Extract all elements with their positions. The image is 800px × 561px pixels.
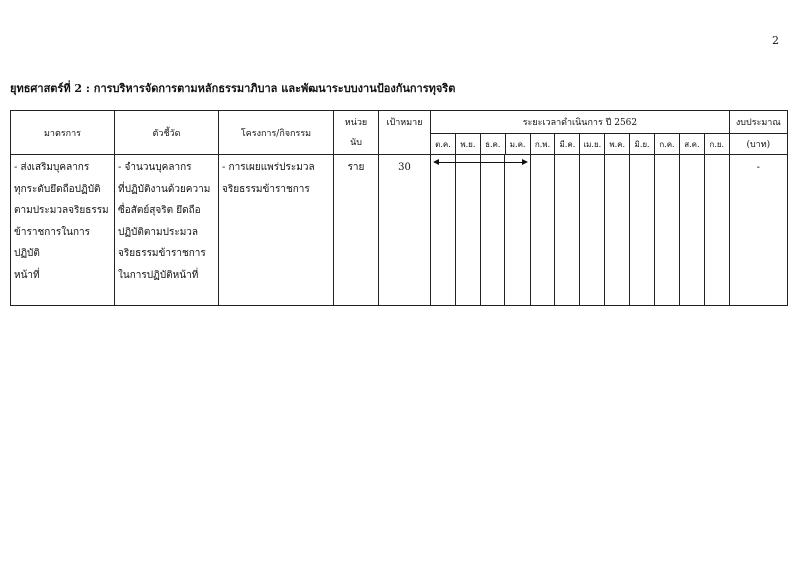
strategy-title: ยุทธศาสตร์ที่ 2 : การบริหารจัดการตามหลักธรรมาภิบาล และพัฒนาระบบงานป้องกันการทุจริต: [10, 82, 456, 95]
month-cell: [530, 155, 555, 306]
page-number: 2: [772, 34, 779, 47]
arrow-right-icon: [522, 159, 528, 165]
action-plan-table: [10, 110, 788, 306]
month-cell: [679, 155, 704, 306]
month-cell: [630, 155, 655, 306]
month-nov: พ.ย.: [455, 134, 480, 155]
header-budget: งบประมาณ: [729, 111, 787, 134]
month-feb: ก.พ.: [530, 134, 555, 155]
header-period: ระยะเวลาดำเนินการ ปี 2562: [431, 111, 730, 134]
header-budget-unit: (บาท): [729, 134, 787, 155]
measure-cell: - ส่งเสริมบุคลากร ทุกระดับยึดถือปฏิบัติ ตามประมวลจริยธรรม ข้าราชการในการปฏิบัติ หน้าที่: [14, 162, 109, 281]
month-jan: ม.ค.: [505, 134, 530, 155]
month-aug: ส.ค.: [679, 134, 704, 155]
month-cell: [555, 155, 580, 306]
project-cell: - การเผยแพร่ประมวล จริยธรรมข้าราชการ: [222, 162, 315, 195]
table-row: [11, 155, 788, 306]
header-target: เป้าหมาย: [379, 111, 431, 155]
month-mar: มี.ค.: [555, 134, 580, 155]
header-measures: มาตรการ: [11, 111, 115, 155]
header-indicator: ตัวชี้วัด: [115, 111, 219, 155]
month-oct: ต.ค.: [431, 134, 456, 155]
month-dec: ธ.ค.: [480, 134, 505, 155]
timeline-cell: [431, 155, 531, 306]
header-project: โครงการ/กิจกรรม: [219, 111, 334, 155]
month-cell: [655, 155, 680, 306]
target-cell: 30: [398, 162, 411, 173]
month-jul: ก.ค.: [655, 134, 680, 155]
month-cell: [580, 155, 605, 306]
unit-cell: ราย: [347, 162, 365, 173]
month-apr: เม.ย.: [580, 134, 605, 155]
arrow-left-icon: [433, 159, 439, 165]
month-may: พ.ค.: [605, 134, 630, 155]
timeline-arrow: [435, 162, 526, 163]
month-sep: ก.ย.: [704, 134, 729, 155]
month-cell: [704, 155, 729, 306]
indicator-cell: - จำนวนบุคลากร ที่ปฏิบัติงานด้วยความ ซื่อสัตย์สุจริต ยึดถือ ปฏิบัติตามประมวล จริยธรรมข้าราชการ ในการปฏิบัติหน้าที่: [118, 162, 211, 281]
month-jun: มิ.ย.: [630, 134, 655, 155]
budget-cell: -: [756, 162, 760, 173]
month-cell: [605, 155, 630, 306]
header-unit: หน่วย นับ: [334, 111, 379, 155]
